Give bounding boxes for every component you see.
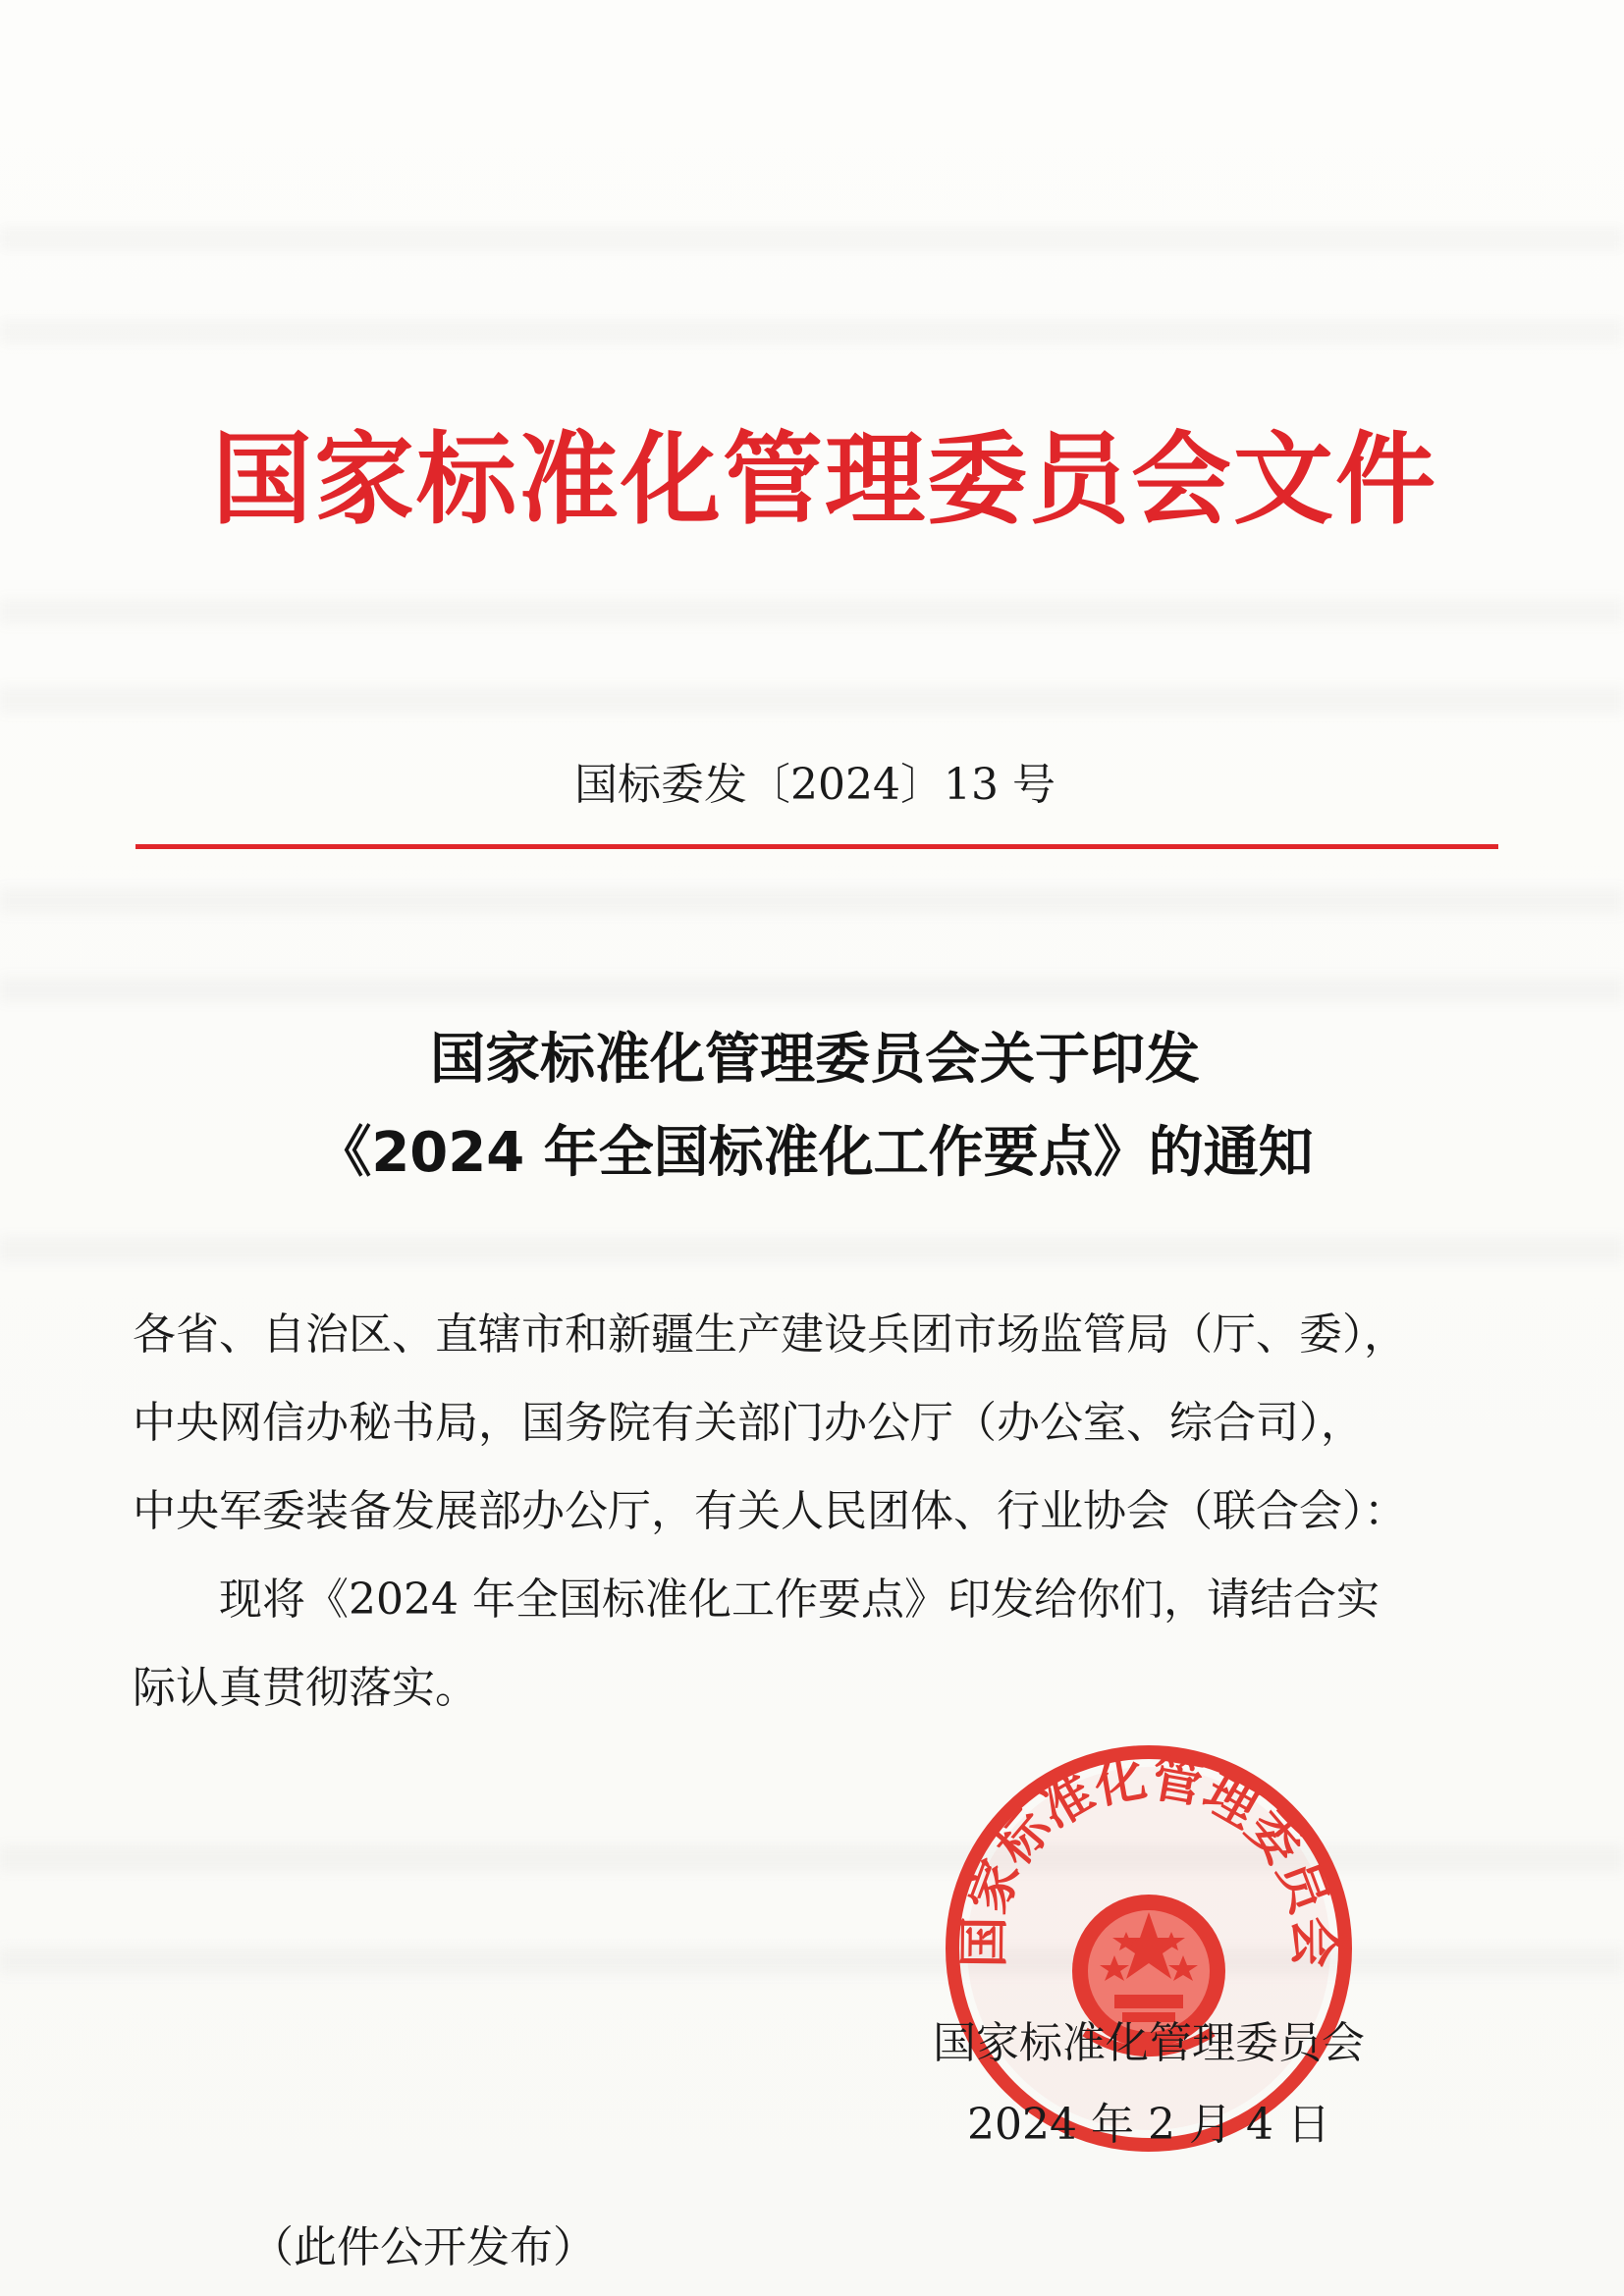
show-through-shadow	[0, 977, 1624, 1002]
show-through-shadow	[0, 226, 1624, 251]
show-through-shadow	[0, 599, 1624, 624]
notice-title-line-2: 《2024 年全国标准化工作要点》的通知	[316, 1121, 1314, 1185]
document-header-title: 国家标准化管理委员会文件	[212, 422, 1437, 539]
show-through-shadow	[0, 687, 1624, 713]
document-number: 国标委发〔2024〕13 号	[574, 760, 1056, 810]
recipient-line-2: 中央网信办秘书局，国务院有关部门办公厅（办公室、综合司），	[133, 1398, 1364, 1448]
notice-title-line-1: 国家标准化管理委员会关于印发	[430, 1028, 1200, 1092]
recipient-line-1: 各省、自治区、直辖市和新疆生产建设兵团市场监管局（厅、委），	[133, 1309, 1407, 1360]
body-paragraph-line-1: 现将《2024 年全国标准化工作要点》印发给你们，请结合实	[219, 1575, 1380, 1625]
show-through-shadow	[0, 319, 1624, 345]
body-paragraph-line-2: 际认真贯彻落实。	[133, 1663, 478, 1713]
seal-arc-text: 国家标准化管理委员会	[954, 1748, 1343, 1968]
show-through-shadow	[0, 1237, 1624, 1262]
public-release-note: （此件公开发布）	[250, 2222, 596, 2272]
show-through-shadow	[0, 1949, 1624, 1974]
show-through-shadow	[0, 1845, 1624, 1871]
recipient-line-3: 中央军委装备发展部办公厅，有关人民团体、行业协会（联合会）：	[133, 1486, 1407, 1536]
signature-organization: 国家标准化管理委员会	[933, 2018, 1365, 2068]
signature-date: 2024 年 2 月 4 日	[967, 2100, 1330, 2150]
show-through-shadow	[0, 888, 1624, 914]
red-header-rule	[135, 844, 1498, 849]
